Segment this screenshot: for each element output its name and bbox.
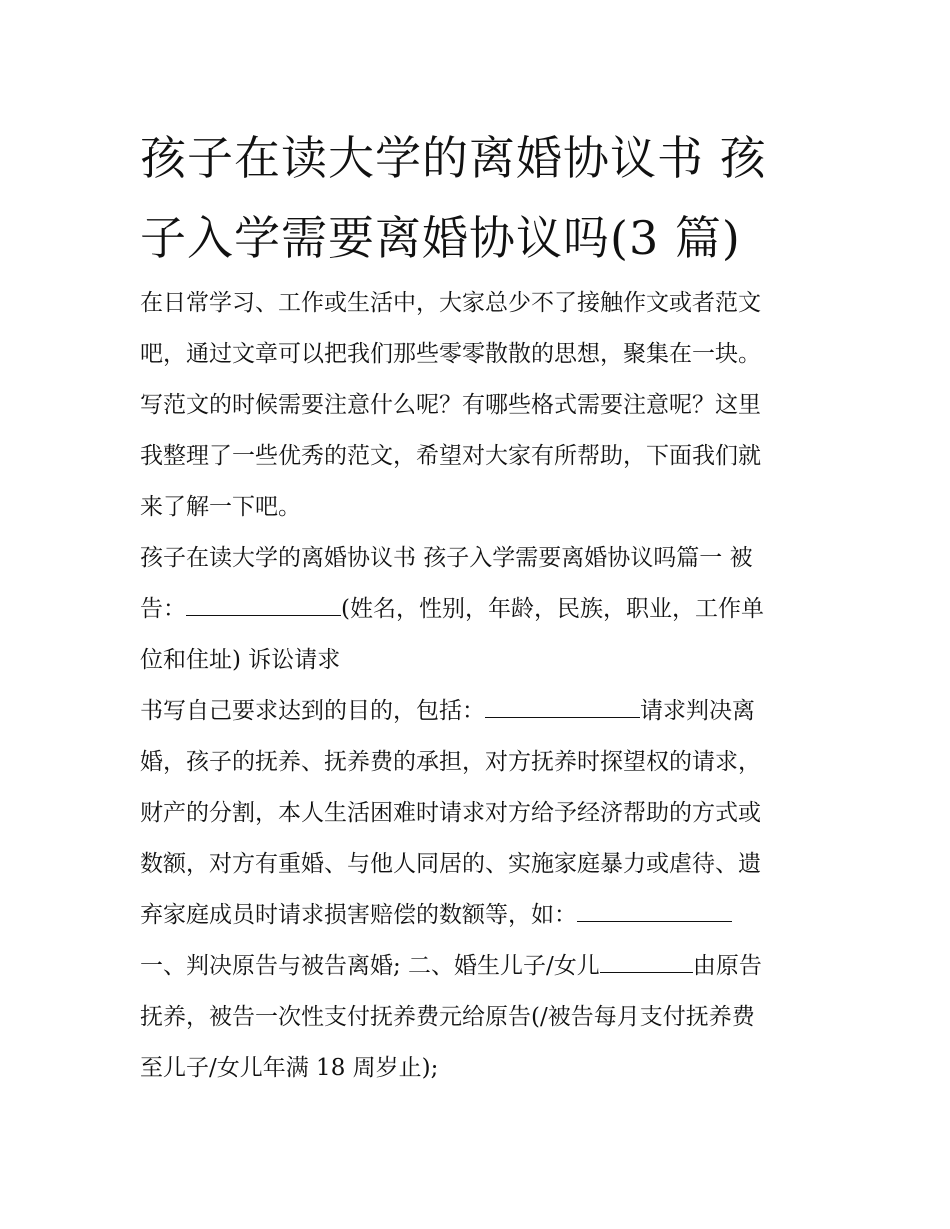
request-text: 请求判决离	[640, 698, 755, 724]
intro-line: 我整理了一些优秀的范文，希望对大家有所帮助，下面我们就	[140, 443, 761, 469]
judgment-text: 一、判决原告与被告离婚; 二、婚生儿子/女儿	[140, 953, 600, 979]
intro-line: 在日常学习、工作或生活中，大家总少不了接触作文或者范文	[140, 290, 761, 316]
intro-line: 吧，通过文章可以把我们那些零零散散的思想，聚集在一块。	[140, 341, 761, 367]
judgment-line: 至儿子/女儿年满 18 周岁止);	[140, 1055, 439, 1081]
document-body	[140, 278, 820, 1094]
request-line	[140, 890, 820, 941]
title-line: 子入学需要离婚协议吗(3 篇)	[140, 211, 741, 265]
request-line: 婚，孩子的抚养、抚养费的承担，对方抚养时探望权的请求，	[140, 749, 761, 775]
judgment-line	[140, 941, 820, 992]
fill-in-blank	[600, 952, 693, 973]
judgment-text: 由原告	[692, 953, 762, 979]
document-title	[140, 118, 820, 278]
fill-in-blank	[577, 901, 732, 922]
defendant-line	[140, 584, 820, 635]
defendant-label: 告：	[140, 596, 186, 622]
request-line	[140, 686, 820, 737]
judgment-line: 抚养，被告一次性支付抚养费元给原告(/被告每月支付抚养费	[140, 1004, 755, 1030]
intro-line: 来了解一下吧。	[140, 494, 301, 520]
request-line: 财产的分割，本人生活困难时请求对方给予经济帮助的方式或	[140, 800, 761, 826]
request-text: 弃家庭成员时请求损害赔偿的数额等，如：	[140, 902, 577, 928]
request-label: 书写自己要求达到的目的，包括：	[140, 698, 485, 724]
intro-line: 写范文的时候需要注意什么呢？有哪些格式需要注意呢？这里	[140, 392, 761, 418]
fill-in-blank	[186, 595, 341, 616]
defendant-fields-text: (姓名，性别，年龄，民族，职业，工作单	[341, 596, 764, 622]
title-line: 孩子在读大学的离婚协议书 孩	[140, 131, 767, 185]
fill-in-blank	[485, 697, 640, 718]
section-heading-line: 孩子在读大学的离婚协议书 孩子入学需要离婚协议吗篇一 被	[140, 545, 753, 571]
request-line: 数额，对方有重婚、与他人同居的、实施家庭暴力或虐待、遗	[140, 851, 761, 877]
section-text-line: 位和住址) 诉讼请求	[140, 647, 341, 673]
